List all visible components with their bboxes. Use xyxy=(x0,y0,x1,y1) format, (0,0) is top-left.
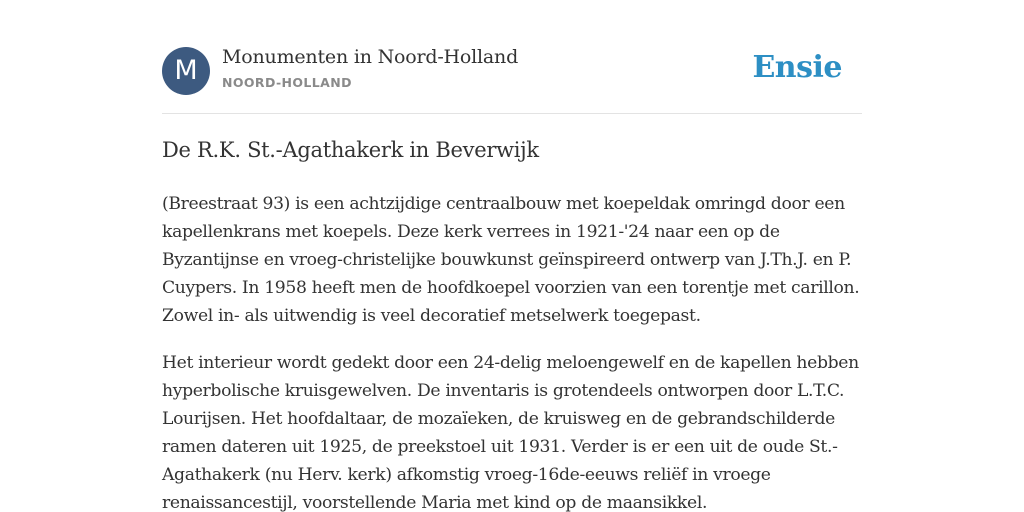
brand-logo[interactable]: Ensie xyxy=(752,50,842,85)
article-paragraph: (Breestraat 93) is een achtzijdige centraalbouw met koepeldak omringd door een kapellenkrans met koepels. Deze kerk verrees in 1921-'24 naar een op de Byzantijnse en vroeg-christelijke bouwkunst geïnspireerd ontwerp van J.Th.J. en P. Cuypers. In 1958 heeft men de hoofdkoepel voorzien van een torentje met carillon. Zowel in- als uitwendig is veel decoratief metselwerk toegepast. xyxy=(162,194,860,326)
article-paragraph: Het interieur wordt gedekt door een 24-delig meloengewelf en de kapellen hebben hyperbolische kruisgewelven. De inventaris is grotendeels ontworpen door L.T.C. Lourijsen. Het hoofdaltaar, de mozaïeken, de kruisweg en de gebrandschilderde ramen dateren uit 1925, de preekstoel uit 1931. Verder is er een uit de oude St.-Agathakerk (nu Herv. kerk) afkomstig vroeg-16de-eeuws reliëf in vroege renaissancestijl, voorstellende Maria met kind op de maansikkel. xyxy=(162,353,859,512)
article-body xyxy=(162,190,862,512)
avatar[interactable]: M xyxy=(162,47,210,95)
site-title[interactable]: Monumenten in Noord-Holland xyxy=(222,46,519,68)
header-divider xyxy=(162,113,862,114)
site-subtitle[interactable]: NOORD-HOLLAND xyxy=(222,75,352,90)
header xyxy=(162,46,862,96)
article-title: De R.K. St.-Agathakerk in Beverwijk xyxy=(162,138,539,162)
